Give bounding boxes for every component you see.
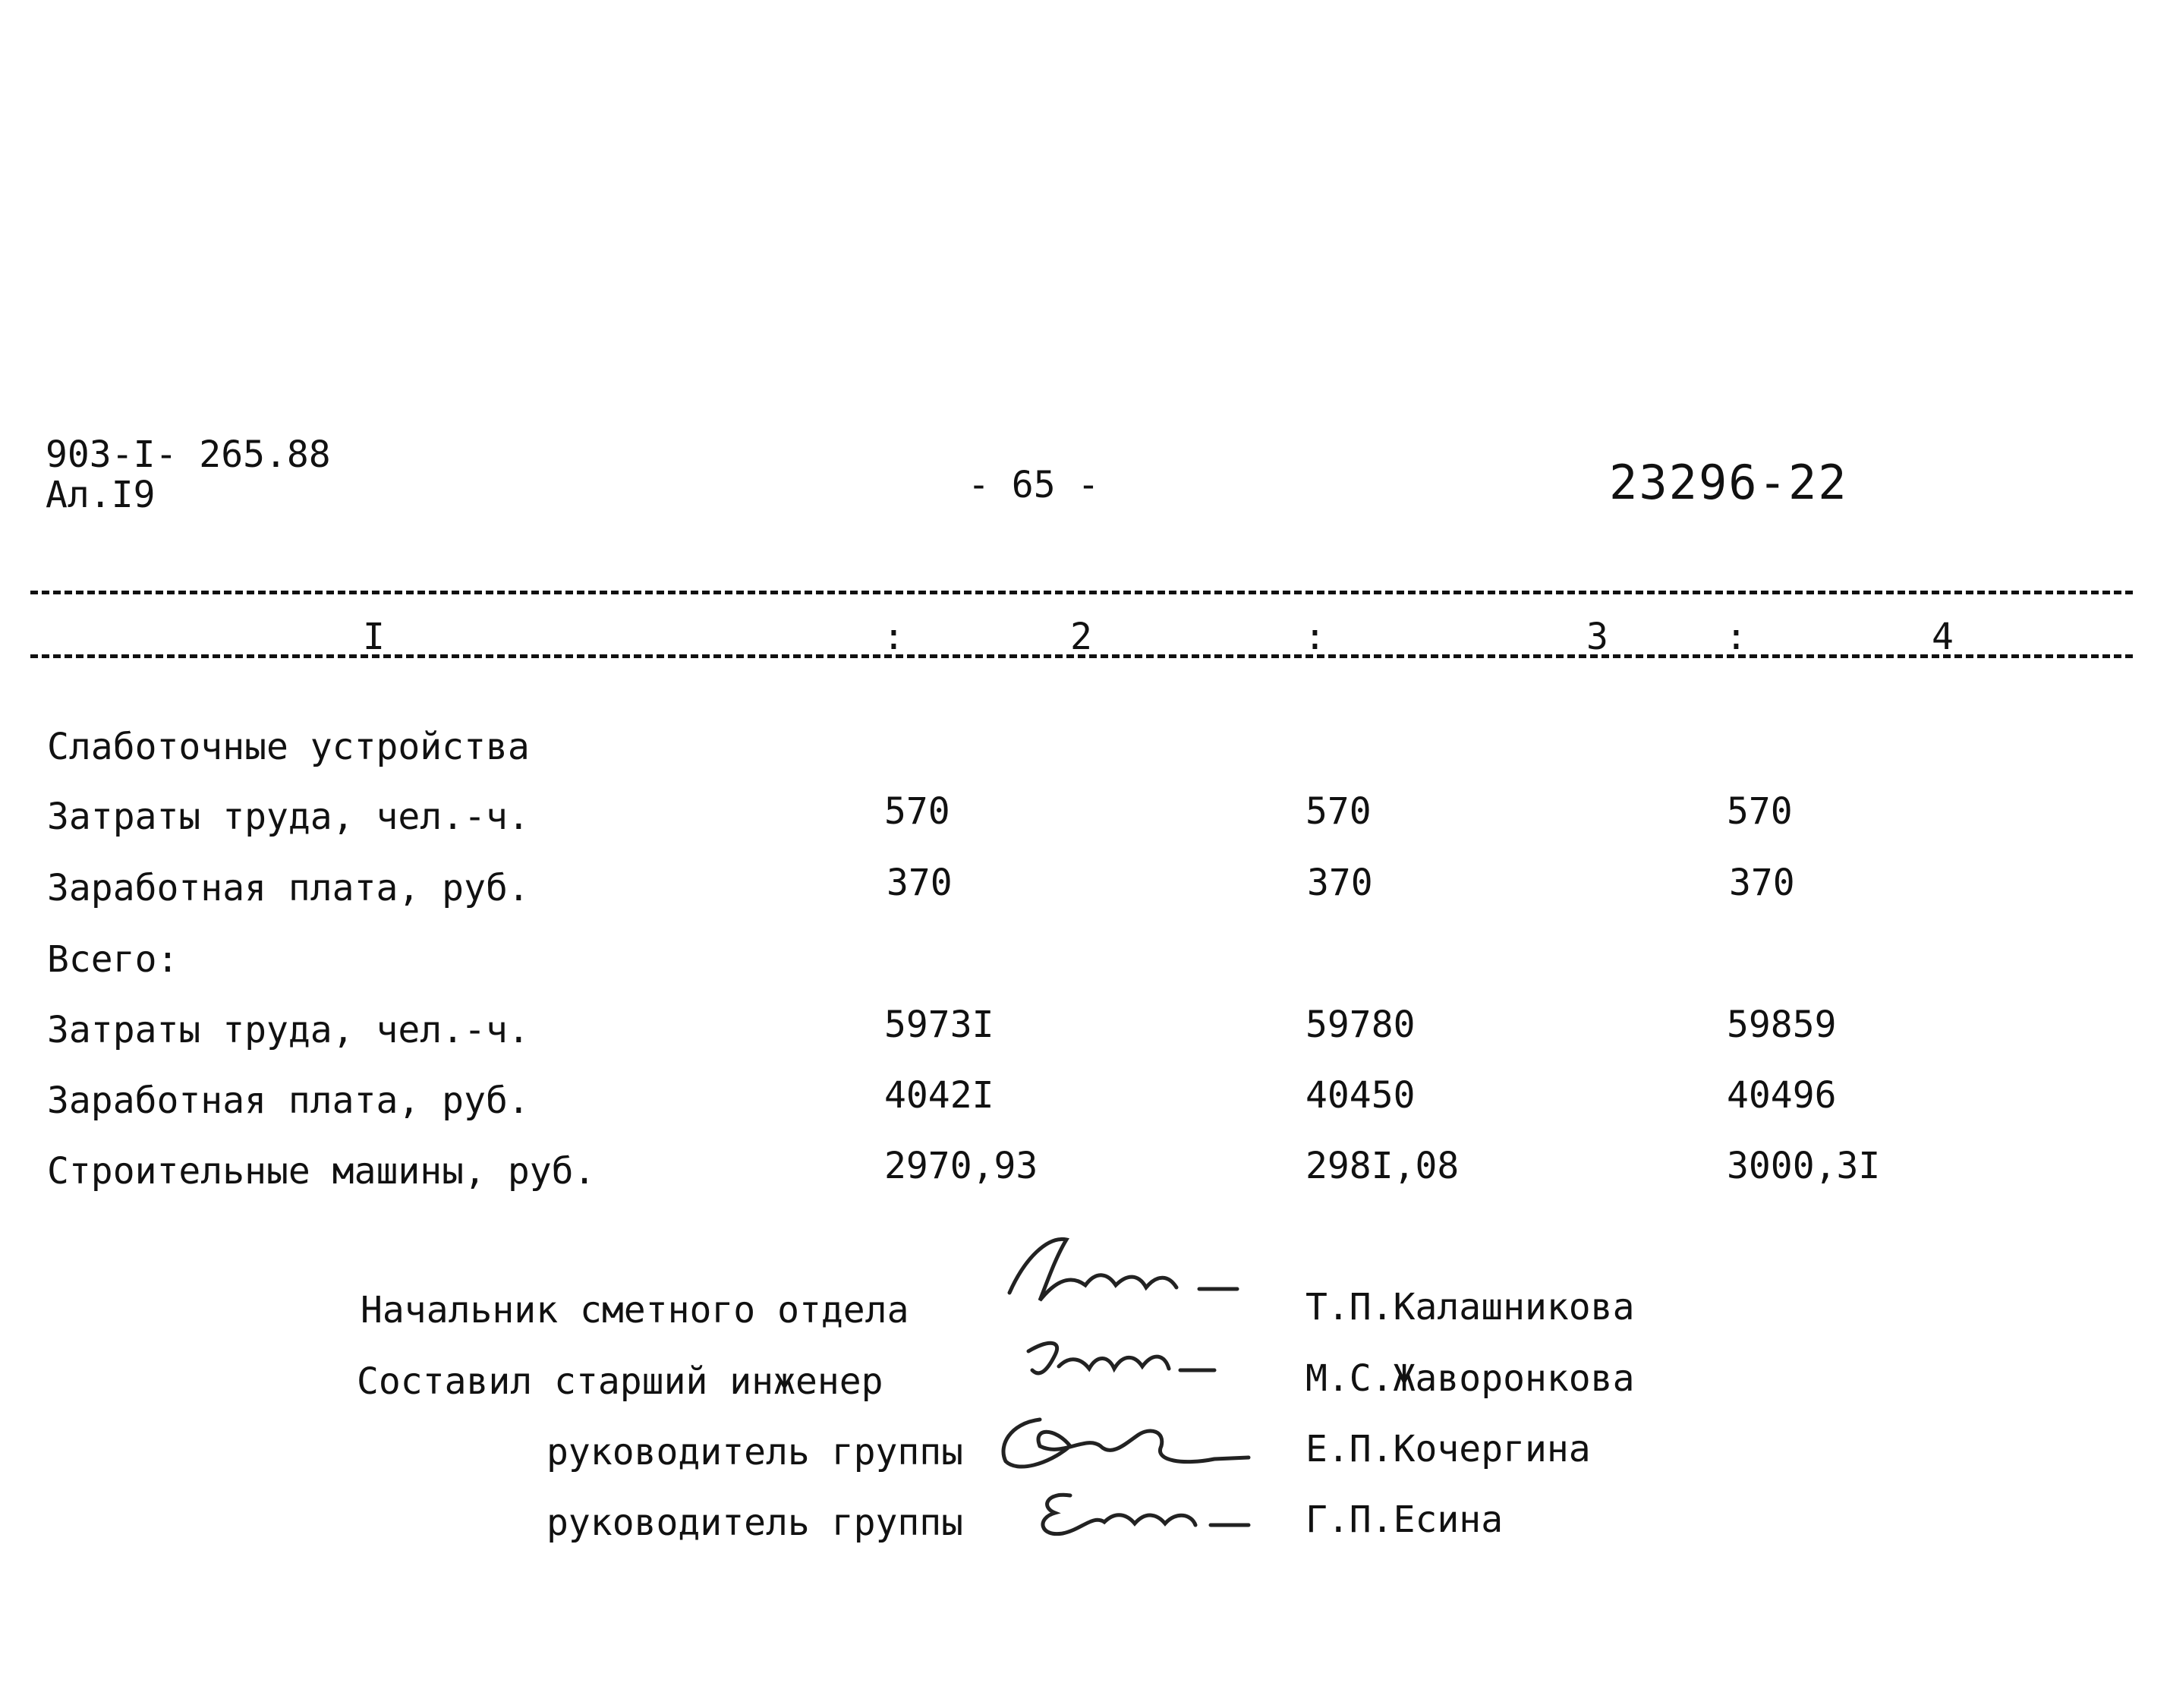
- signatory-name: Е.П.Кочергина: [1305, 1428, 1591, 1470]
- table-cell: 370: [1729, 862, 1795, 904]
- table-cell: 3000,3I: [1727, 1145, 1881, 1187]
- table-cell: 370: [887, 862, 953, 904]
- handwritten-signature: [1017, 1325, 1222, 1393]
- table-cell: 570: [1305, 790, 1372, 833]
- row-label: Строительные машины, руб.: [47, 1150, 596, 1193]
- table-cell: 59780: [1305, 1004, 1416, 1046]
- table-cell: 40450: [1305, 1074, 1416, 1117]
- document-code: 903-I- 265.88: [46, 433, 331, 476]
- column-header-4: 4: [1932, 616, 1954, 658]
- handwritten-signature: [994, 1228, 1252, 1319]
- table-cell: 370: [1307, 862, 1373, 904]
- column-separator: :: [1304, 616, 1326, 658]
- row-label: Затраты труда, чел.-ч.: [47, 796, 530, 838]
- document-number: 23296-22: [1609, 455, 1848, 510]
- column-separator: :: [1725, 616, 1747, 658]
- handwritten-signature: [1028, 1476, 1256, 1545]
- signatory-name: Г.П.Есина: [1305, 1498, 1504, 1541]
- signature-role: руководитель группы: [546, 1502, 964, 1544]
- row-label: Заработная плата, руб.: [47, 1079, 530, 1122]
- sheet-label: Ал.I9: [46, 474, 156, 516]
- row-label: Затраты труда, чел.-ч.: [47, 1009, 530, 1051]
- table-cell: 2970,93: [884, 1145, 1038, 1187]
- column-header-3: 3: [1586, 616, 1608, 658]
- page-number: - 65 -: [968, 464, 1100, 506]
- signatory-name: М.С.Жаворонкова: [1305, 1357, 1635, 1400]
- table-cell: 40496: [1727, 1074, 1837, 1117]
- row-label: Всего:: [47, 938, 179, 981]
- column-header-2: 2: [1070, 616, 1092, 658]
- table-cell: 570: [884, 790, 950, 833]
- column-separator: :: [883, 616, 905, 658]
- table-cell: 4042I: [884, 1074, 994, 1117]
- signature-role: руководитель группы: [546, 1431, 964, 1473]
- table-cell: 570: [1727, 790, 1793, 833]
- handwritten-signature: [987, 1404, 1260, 1480]
- table-cell: 5973I: [884, 1004, 994, 1046]
- table-cell: 298I,08: [1305, 1145, 1460, 1187]
- signature-role: Составил старший инженер: [357, 1360, 883, 1403]
- column-header-1: I: [363, 616, 385, 658]
- signatory-name: Т.П.Калашникова: [1305, 1286, 1635, 1328]
- table-cell: 59859: [1727, 1004, 1837, 1046]
- top-dashed-rule: [30, 591, 2133, 594]
- signature-role: Начальник сметного отдела: [361, 1289, 909, 1331]
- row-label: Заработная плата, руб.: [47, 867, 530, 909]
- row-label: Слаботочные устройства: [47, 726, 530, 768]
